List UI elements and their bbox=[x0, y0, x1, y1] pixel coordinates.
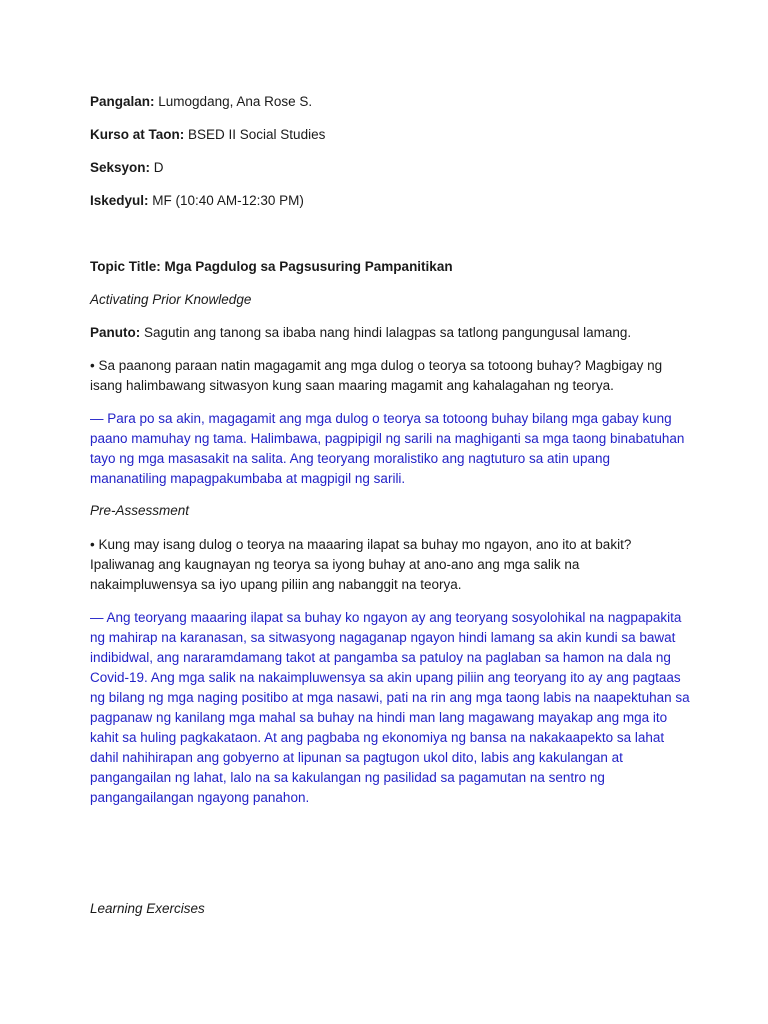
topic-label: Topic Title: bbox=[90, 259, 161, 274]
pre-assessment-answer: — Ang teoryang maaaring ilapat sa buhay ko ngayon ay ang teoryang sosyolohikal na nagpapakita ng mahirap na karanasan, sa sitwasyong nagaganap ngayon hindi lamang sa akin kundi sa bawat indibidwal, ang nararamdamang takot at pangamba sa patuloy na paglaban sa hamon na dala ng Covid-19. Ang mga salik na nakaimpluwensya sa akin upang piliin ang teoryang ito ay ang pagtaas ng bilang ng mga naging positibo at mga nasawi, pati na rin ang mga taong labis na naapektuhan sa pagpanaw ng kanilang mga mahal sa buhay na hindi man lang magawang mayakap ang mga ito kahit sa huling pagkakataon. At ang pagbaba ng ekonomiya ng bansa na nakakaapekto sa lahat dahil nahihirapan ang gobyerno at lipunan sa pagtugon ukol dito, labis ang kakulangan at pangangailan ng lahat, lalo na sa kakulangan ng pasilidad sa pagamutan na sentro ng pangangailangan ngayong panahon. bbox=[90, 610, 690, 805]
section-label: Seksyon: bbox=[90, 160, 151, 175]
name-label: Pangalan: bbox=[90, 94, 155, 109]
course-line bbox=[90, 125, 325, 145]
section-line bbox=[90, 158, 164, 178]
pre-assessment-heading: Pre-Assessment bbox=[90, 503, 190, 518]
section-value: D bbox=[153, 160, 164, 175]
activating-heading: Activating Prior Knowledge bbox=[90, 292, 252, 307]
name-line bbox=[90, 92, 312, 112]
activating-question: • Sa paanong paraan natin magagamit ang mga dulog o teorya sa totoong buhay? Magbigay ng isang halimbawang sitwasyon kung saan maaring magamit ang kahalagahan ng teorya. bbox=[90, 358, 663, 393]
name-value: Lumogdang, Ana Rose S. bbox=[158, 94, 313, 109]
topic-value: Mga Pagdulog sa Pagsusuring Pampanitikan bbox=[164, 259, 453, 274]
activating-answer: — Para po sa akin, magagamit ang mga dulog o teorya sa totoong buhay bilang mga gabay kung paano mamuhay ng tama. Halimbawa, pagpipigil ng sarili na maghiganti sa mga taong binabatuhan tayo ng mga masasakit na salita. Ang teoryang moralistiko ang nagtuturo sa atin upang mananatiling mapagpakumbaba at magpigil ng sarili. bbox=[90, 411, 685, 486]
course-value: BSED II Social Studies bbox=[188, 127, 326, 142]
pre-assessment-question: • Kung may isang dulog o teorya na maaaring ilapat sa buhay mo ngayon, ano ito at bakit? Ipaliwanag ang kaugnayan ng teorya sa iyong buhay at ano-ano ang mga salik na nakaimpluwensya sa iyo upang piliin ang nabanggit na teorya. bbox=[90, 537, 632, 592]
schedule-label: Iskedyul: bbox=[90, 193, 149, 208]
instruction-line bbox=[90, 323, 631, 343]
schedule-line bbox=[90, 191, 304, 211]
instruction-label: Panuto: bbox=[90, 325, 141, 340]
instruction-text: Sagutin ang tanong sa ibaba nang hindi lalagpas sa tatlong pangungusal lamang. bbox=[144, 325, 632, 340]
topic-title bbox=[90, 257, 453, 277]
schedule-value: MF (10:40 AM-12:30 PM) bbox=[152, 193, 304, 208]
course-label: Kurso at Taon: bbox=[90, 127, 185, 142]
learning-exercises-heading: Learning Exercises bbox=[90, 901, 205, 916]
